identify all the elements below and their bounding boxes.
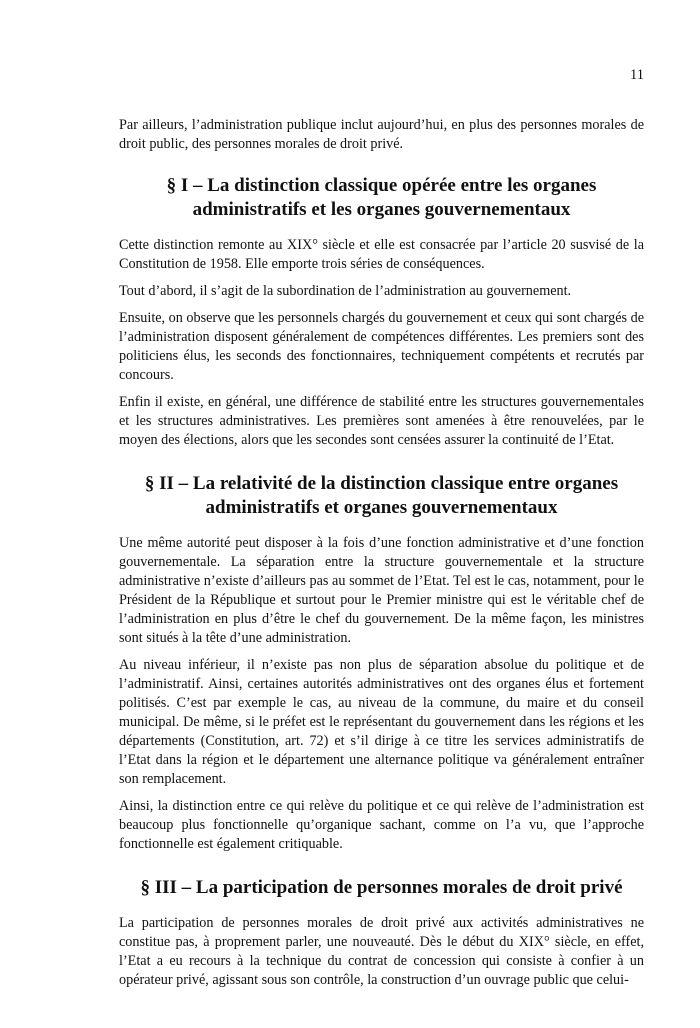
section-2-heading-line-1: § II – La relativité de la distinction classique entre organes [144, 473, 619, 494]
page-content [119, 116, 644, 998]
section-1-heading-line-2: administratifs et les organes gouvernementaux [192, 199, 571, 220]
section-1-heading [119, 174, 644, 222]
section-1-heading-line-1: § I – La distinction classique opérée entre les organes [166, 175, 597, 196]
section-3-heading [119, 876, 644, 900]
section-2-heading [119, 472, 644, 520]
section-2-paragraph-3: Ainsi, la distinction entre ce qui relève du politique et ce qui relève de l’administration est beaucoup plus fonctionnelle qu’organique sachant, comme on l’a vu, que l’approche fonctionnelle est également critiquable. [119, 798, 644, 852]
section-1-paragraph-2: Tout d’abord, il s’agit de la subordination de l’administration au gouvernement. [119, 283, 572, 299]
section-1-paragraph-3: Ensuite, on observe que les personnels chargés du gouvernement et ceux qui sont chargés de l’administration disposent généralement de compétences différentes. Les premiers sont des politiciens élus, les seconds des fonctionnaires, techniquement compétents et recrutés par concours. [119, 310, 644, 383]
section-3-paragraph-1: La participation de personnes morales de droit privé aux activités administratives ne constitue pas, à proprement parler, une nouveauté. Dès le début du XIX° siècle, en effet, l’Etat a eu recours à la technique du contrat de concession qui consiste à confier à un opérateur privé, agissant sous son contrôle, la construction d’un ouvrage public que celui- [119, 915, 644, 988]
intro-paragraph: Par ailleurs, l’administration publique inclut aujourd’hui, en plus des personnes morales de droit public, des personnes morales de droit privé. [119, 117, 644, 152]
section-1-paragraph-1: Cette distinction remonte au XIX° siècle et elle est consacrée par l’article 20 susvisé de la Constitution de 1958. Elle emporte trois séries de conséquences. [119, 237, 644, 272]
section-2-paragraph-2: Au niveau inférieur, il n’existe pas non plus de séparation absolue du politique et de l’administratif. Ainsi, certaines autorités administratives ont des organes élus et fortement politisés. C’est par exemple le cas, au niveau de la commune, du maire et du conseil municipal. De même, si le préfet est le représentant du gouvernement dans les régions et les départements (Constitution, art. 72) et s’il dirige à ce titre les services administratifs de l’Etat dans la région et le département une alternance politique va généralement entraîner son remplacement. [119, 657, 644, 787]
section-2-heading-line-2: administratifs et organes gouvernementaux [205, 497, 558, 518]
section-3-heading-line-1: § III – La participation de personnes morales de droit privé [140, 877, 623, 898]
section-1-paragraph-4: Enfin il existe, en général, une différence de stabilité entre les structures gouvernementales et les structures administratives. Les premières sont amenées à être renouvelées, par le moyen des élections, alors que les secondes sont censées assurer la continuité de l’Etat. [119, 394, 644, 448]
section-2-paragraph-1: Une même autorité peut disposer à la fois d’une fonction administrative et d’une fonction gouvernementale. La séparation entre la structure gouvernementale et la structure administrative n’existe d’ailleurs pas au sommet de l’Etat. Tel est le cas, notamment, pour le Président de la République et surtout pour le Premier ministre qui est le véritable chef de l’administration en plus d’être le chef du gouvernement. De la même façon, les ministres sont situés à la tête d’une administration. [119, 535, 644, 646]
page-number: 11 [630, 67, 644, 83]
